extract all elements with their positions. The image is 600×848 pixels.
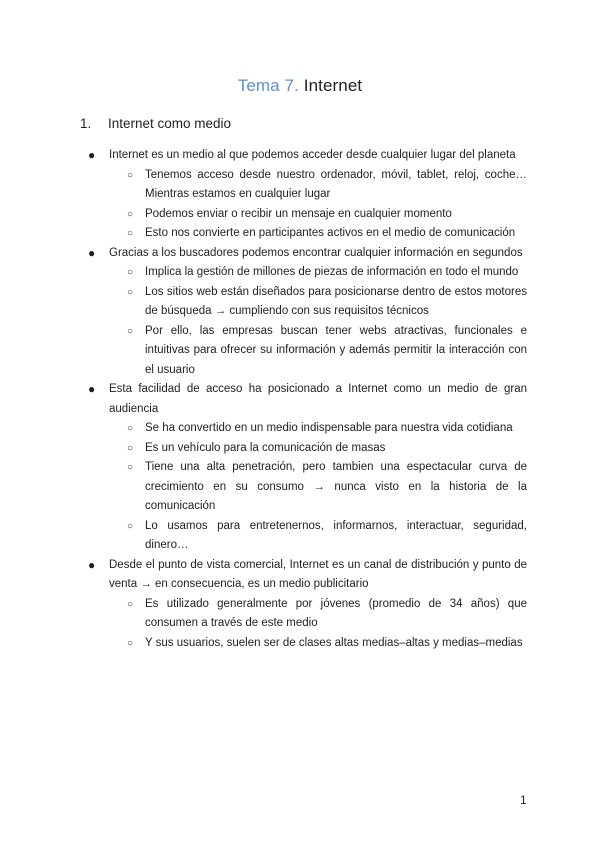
section-title: Internet como medio	[108, 116, 232, 131]
circle-bullet-icon: ○	[127, 462, 134, 473]
circle-bullet-icon: ○	[127, 169, 134, 181]
sub-list-item: ○ Esto nos convierte en participantes activos en el medio de comunicación	[145, 224, 527, 244]
sub-list-item: ○ Tiene una alta penetración, pero tambien una espectacular curva de crecimiento en su consumo → nunca visto en la historia de la comunicación	[145, 458, 527, 517]
bullet-icon: ●	[88, 557, 96, 572]
circle-bullet-icon: ○	[127, 286, 134, 298]
circle-bullet-icon: ○	[127, 228, 134, 239]
page-number: 1	[520, 793, 527, 807]
circle-bullet-icon: ○	[127, 267, 134, 278]
sub-list-item: ○ Los sitios web están diseñados para posicionarse dentro de estos motores de búsqueda → cumpliendo con sus requisitos técnicos	[145, 283, 527, 322]
bullet-icon: ●	[88, 382, 96, 396]
list-item: ● Desde el punto de vista comercial, Internet es un canal de distribución y punto de venta → en consecuencia, es un medio publicitario	[88, 557, 527, 590]
circle-bullet-icon: ○	[127, 442, 134, 454]
circle-bullet-icon: ○	[127, 325, 134, 337]
sub-list-item: ○ Podemos enviar o recibir un mensaje en cualquier momento	[145, 205, 527, 225]
bullet-icon: ●	[88, 148, 96, 162]
sub-list-item: ○ Es utilizado generalmente por jóvenes (promedio de 34 años) que consumen a través de este medio	[145, 595, 527, 634]
circle-bullet-icon: ○	[127, 637, 134, 649]
sub-list-item: ○ Tenemos acceso desde nuestro ordenador, móvil, tablet, reloj, coche… Mientras estamos en cualquier lugar	[145, 166, 527, 205]
list-item: ● Gracias a los buscadores podemos encontrar cualquier información en segundos	[109, 244, 527, 264]
title-main: Internet	[298, 76, 363, 95]
bullet-icon: ●	[88, 245, 96, 260]
sub-list-item: ○ Implica la gestión de millones de piezas de información en todo el mundo	[145, 263, 527, 283]
sub-list-item: ○ Se ha convertido en un medio indispensable para nuestra vida cotidiana	[145, 419, 527, 439]
list-item: ● Internet es un medio al que podemos acceder desde cualquier lugar del planeta	[109, 146, 527, 166]
circle-bullet-icon: ○	[127, 423, 134, 434]
title-prefix: Tema 7.	[237, 76, 299, 95]
page-title	[0, 76, 600, 96]
circle-bullet-icon: ○	[127, 520, 134, 532]
section-number: 1.	[80, 116, 92, 131]
section-heading	[80, 116, 231, 131]
sub-list-item: ○ Lo usamos para entretenernos, informarnos, interactuar, seguridad, dinero…	[145, 517, 527, 556]
sub-list-item: ○ Es un vehículo para la comunicación de masas	[145, 439, 527, 459]
sub-list-item: ○ Y sus usuarios, suelen ser de clases altas medias–altas y medias–medias	[145, 634, 527, 654]
circle-bullet-icon: ○	[127, 208, 134, 220]
circle-bullet-icon: ○	[127, 598, 134, 610]
list-item: ● Esta facilidad de acceso ha posicionado a Internet como un medio de gran audiencia	[88, 382, 527, 415]
bullet-list	[0, 146, 600, 653]
sub-list-item: ○ Por ello, las empresas buscan tener webs atractivas, funcionales e intuitivas para ofrecer su información y además permitir la interacción con el usuario	[145, 322, 527, 381]
